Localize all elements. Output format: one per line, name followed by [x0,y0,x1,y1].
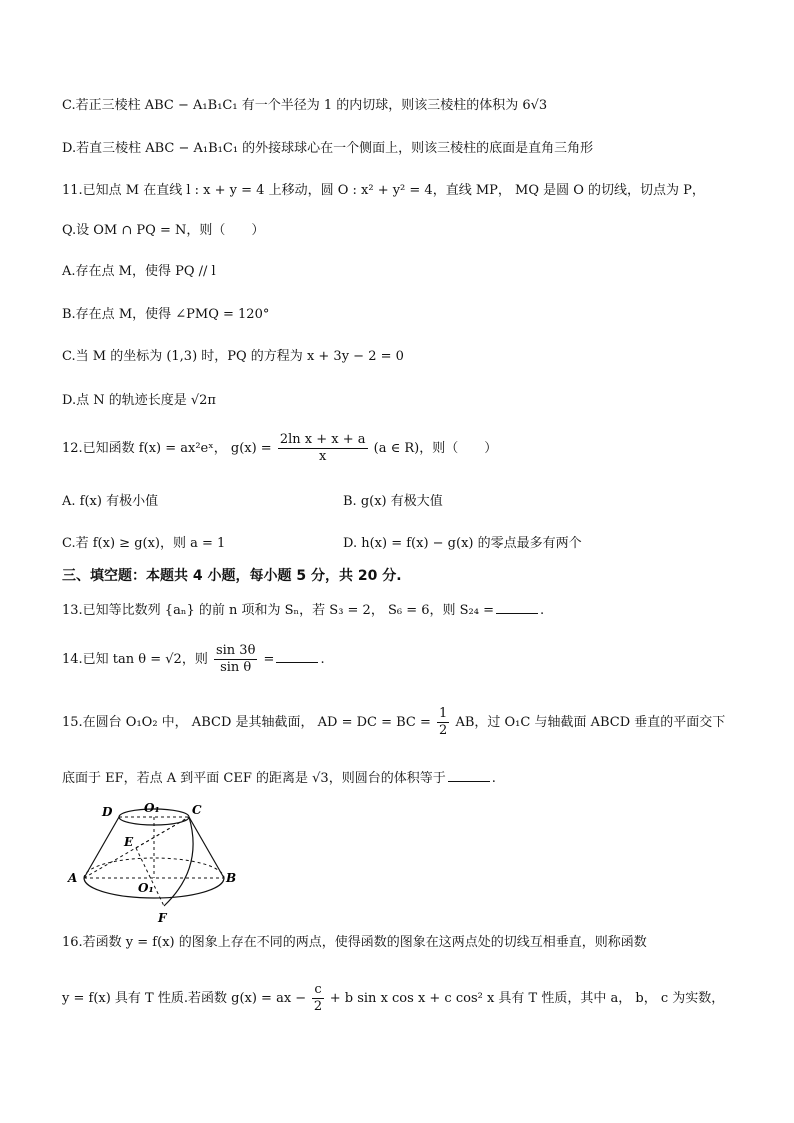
q13-text: 13.已知等比数列 {aₙ} 的前 n 项和为 Sₙ，若 S₃ = 2， S₆ = 6，则 S₂₄ = [62,603,494,618]
question-15-line2: 底面于 EF，若点 A 到平面 CEF 的距离是 √3，则圆台的体积等于 . [62,771,496,786]
option-b-q11: B.存在点 M，使得 ∠PMQ = 120° [62,307,270,322]
option-b-q12: B. g(x) 有极大值 [343,494,443,509]
label-d: D [102,805,113,819]
question-11-line1: 11.已知点 M 在直线 l : x + y = 4 上移动，圆 O : x² + y² = 4，直线 MP， MQ 是圆 O 的切线，切点为 P， [62,183,705,198]
label-b: B [226,871,237,885]
q15-denominator: 2 [439,723,448,738]
option-c-q11: C.当 M 的坐标为 (1,3) 时，PQ 的方程为 x + 3y − 2 = 0 [62,349,404,364]
option-d-q11: D.点 N 的轨迹长度是 √2π [62,393,216,408]
question-11-line2: Q.设 OM ∩ PQ = N，则（ ） [62,223,265,238]
label-c: C [192,803,202,817]
option-c-q12: C.若 f(x) ≥ g(x)，则 a = 1 [62,536,226,551]
side-bc [189,817,224,878]
q15-numerator: 1 [439,706,448,721]
q15-suffix: AB，过 O₁C 与轴截面 ABCD 垂直的平面交下 [455,715,726,730]
q16-denominator: 2 [313,999,323,1014]
option-a-q12: A. f(x) 有极小值 [62,494,159,509]
question-14: 14.已知 tan θ = √2，则 $\frac{\sin 3\theta}{\text{sin θ}}$ = . [62,643,325,675]
question-16-line1: 16.若函数 y = f(x) 的图象上存在不同的两点，使得函数的图象在这两点处的切线互相垂直，则称函数 [62,935,647,950]
question-12 [62,432,497,465]
q14-denominator: sin θ [220,660,252,675]
q14-numerator: sin 3θ [215,643,256,658]
label-e: E [124,835,134,849]
q12-prefix: 12.已知函数 f(x) = ax²eˣ， g(x) = [62,441,272,456]
option-a-q11: A.存在点 M，使得 PQ // l [62,264,216,279]
q14-fraction [214,643,257,676]
bottom-ellipse-front [84,878,224,898]
segment-ac [84,817,189,878]
label-o1-top: O₁ [144,801,160,815]
section-3-heading: 三、填空题：本题共 4 小题，每小题 5 分，共 20 分. [62,568,402,584]
q15-fraction [437,706,449,739]
q16-prefix: y = f(x) 具有 T 性质.若函数 g(x) = ax − [62,991,307,1006]
q16-numerator: c [314,982,322,997]
question-16-line2 [62,982,724,1015]
q15-line2-text: 底面于 EF，若点 A 到平面 CEF 的距离是 √3，则圆台的体积等于 [62,771,446,786]
question-15-line1 [62,706,725,739]
frustum-figure [64,798,244,926]
q12-suffix: (a ∈ R)，则（ ） [373,441,498,456]
q12-numerator: 2ln x + x + a [279,432,366,447]
answer-blank [448,769,490,782]
q14-suffix: = [263,652,275,667]
q12-fraction [278,432,368,465]
side-ad [84,817,119,878]
option-d-q10: D.若直三棱柱 ABC − A₁B₁C₁ 的外接球球心在一个侧面上，则该三棱柱的底面是直角三角形 [62,141,594,156]
answer-blank [276,650,318,663]
question-13: 13.已知等比数列 {aₙ} 的前 n 项和为 Sₙ，若 S₃ = 2， S₆ = 6，则 S₂₄ = . [62,603,545,618]
curve-cf [164,817,193,906]
label-f: F [158,911,167,925]
q16-suffix: + b sin x cos x + c cos² x 具有 T 性质，其中 a， b， c 为实数， [329,991,725,1006]
option-c-q10: C.若正三棱柱 ABC − A₁B₁C₁ 有一个半径为 1 的内切球，则该三棱柱的体积为 6√3 [62,98,548,113]
q14-prefix: 14.已知 tan θ = √2，则 [62,652,208,667]
answer-blank [496,601,538,614]
label-a: A [68,871,78,885]
q12-denominator: x [319,449,327,464]
option-d-q12: D. h(x) = f(x) − g(x) 的零点最多有两个 [343,536,582,551]
q16-fraction [312,982,323,1015]
label-o1-bottom: O₁ [138,881,154,895]
q15-prefix: 15.在圆台 O₁O₂ 中， ABCD 是其轴截面， AD = DC = BC = [62,715,431,730]
